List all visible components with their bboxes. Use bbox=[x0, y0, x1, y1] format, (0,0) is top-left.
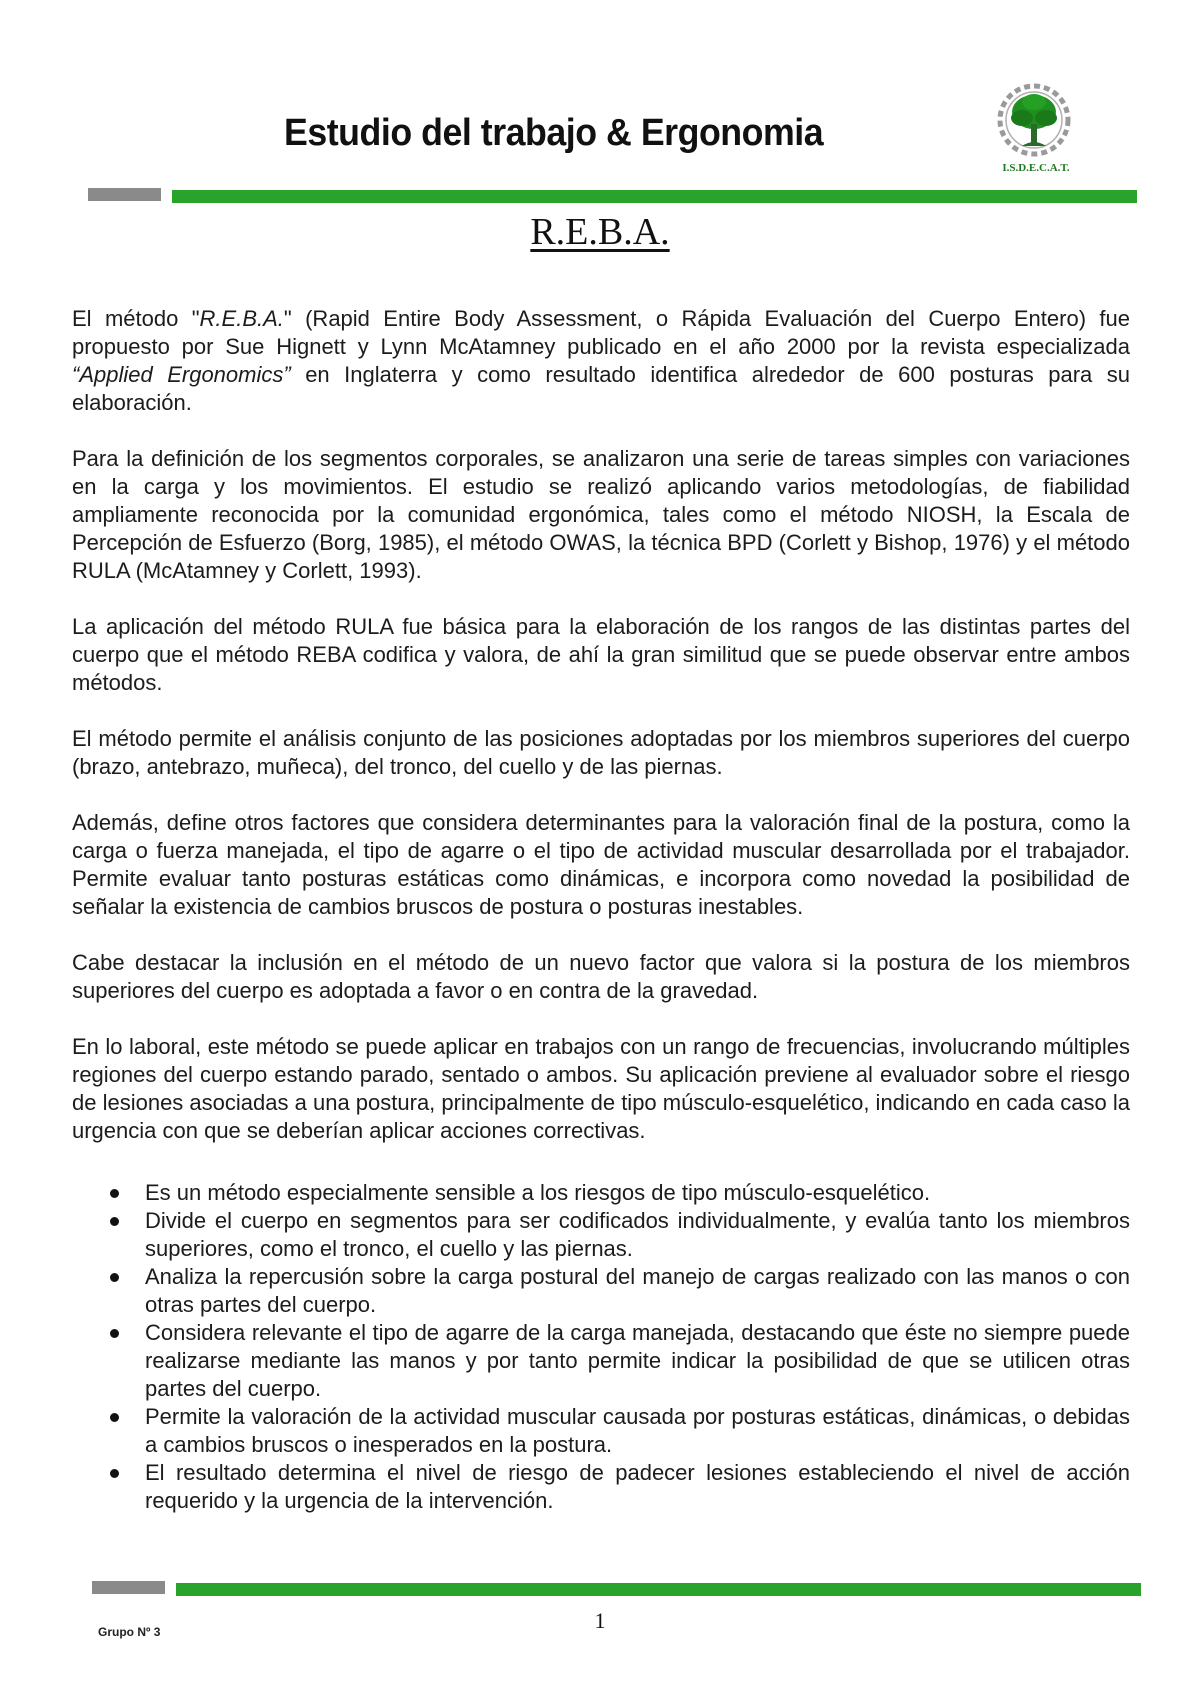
bullet-item: El resultado determina el nivel de riesgo de padecer lesiones estableciendo el nivel de acción requerido y la urgencia de la intervención. bbox=[72, 1459, 1130, 1515]
body-paragraph: La aplicación del método RULA fue básica para la elaboración de los rangos de las distintas partes del cuerpo que el método REBA codifica y valora, de ahí la gran similitud que se puede observar entre ambos métodos. bbox=[72, 614, 1130, 695]
bullet-item: Permite la valoración de la actividad muscular causada por posturas estáticas, dinámicas, o debidas a cambios bruscos o inesperados en la postura. bbox=[72, 1403, 1130, 1459]
bullet-list bbox=[72, 1179, 1130, 1515]
body-paragraph: Cabe destacar la inclusión en el método de un nuevo factor que valora si la postura de los miembros superiores del cuerpo es adoptada a favor o en contra de la gravedad. bbox=[72, 950, 1130, 1003]
bullet-item: Considera relevante el tipo de agarre de la carga manejada, destacando que éste no siempre puede realizarse mediante las manos y por tanto permite indicar la posibilidad de que se utilicen otras partes del cuerpo. bbox=[72, 1319, 1130, 1403]
bullet-item: Divide el cuerpo en segmentos para ser codificados individualmente, y evalúa tanto los miembros superiores, como el tronco, el cuello y las piernas. bbox=[72, 1207, 1130, 1263]
footer-rule-green bbox=[176, 1583, 1141, 1596]
header-title: Estudio del trabajo & Ergonomia bbox=[284, 112, 824, 154]
footer-group-label: Grupo Nº 3 bbox=[98, 1625, 161, 1639]
page-number: 1 bbox=[594, 1608, 606, 1633]
bullet-icon bbox=[110, 1217, 119, 1226]
header-rule-gray bbox=[88, 188, 161, 201]
bullet-icon bbox=[110, 1469, 119, 1478]
bullet-icon bbox=[110, 1273, 119, 1282]
intro-paragraph: El método "R.E.B.A." (Rapid Entire Body Assessment, o Rápida Evaluación del Cuerpo Entero) fue propuesto por Sue Hignett y Lynn McAtamney publicado en el año 2000 por la revista especializada “Applied Ergonomics” en Inglaterra y como resultado identifica alrededor de 600 posturas para su elaboración. bbox=[72, 306, 1130, 415]
header-rule-green bbox=[172, 190, 1137, 203]
bullet-item: Es un método especialmente sensible a los riesgos de tipo músculo-esquelético. bbox=[72, 1179, 1130, 1207]
body-paragraph: El método permite el análisis conjunto de las posiciones adoptadas por los miembros superiores del cuerpo (brazo, antebrazo, muñeca), del tronco, del cuello y de las piernas. bbox=[72, 726, 1130, 779]
footer-rule-gray bbox=[92, 1581, 165, 1594]
body-paragraph: En lo laboral, este método se puede aplicar en trabajos con un rango de frecuencias, involucrando múltiples regiones del cuerpo estando parado, sentado o ambos. Su aplicación previene al evaluador sobre el riesgo de lesiones asociadas a una postura, principalmente de tipo músculo-esquelético, indicando en cada caso la urgencia con que se deberían aplicar acciones correctivas. bbox=[72, 1034, 1130, 1143]
body-paragraph: Además, define otros factores que considera determinantes para la valoración final de la postura, como la carga o fuerza manejada, el tipo de agarre o el tipo de actividad muscular desarrollada por el trabajador. Permite evaluar tanto posturas estáticas como dinámicas, e incorpora como novedad la posibilidad de señalar la existencia de cambios bruscos de postura o posturas inestables. bbox=[72, 810, 1130, 919]
document-body bbox=[72, 305, 1130, 1515]
bullet-icon bbox=[110, 1413, 119, 1422]
body-paragraph: Para la definición de los segmentos corporales, se analizaron una serie de tareas simples con variaciones en la carga y los movimientos. El estudio se realizó aplicando varios metodologías, de fiabilidad ampliamente reconocida por la comunidad ergonómica, tales como el método NIOSH, la Escala de Percepción de Esfuerzo (Borg, 1985), el método OWAS, la técnica BPD (Corlett y Bishop, 1976) y el método RULA (McAtamney y Corlett, 1993). bbox=[72, 446, 1130, 583]
document-title: R.E.B.A. bbox=[530, 211, 670, 253]
logo-caption: I.S.D.E.C.A.T. bbox=[1002, 162, 1070, 174]
bullet-icon bbox=[110, 1329, 119, 1338]
bullet-item: Analiza la repercusión sobre la carga postural del manejo de cargas realizado con las manos o con otras partes del cuerpo. bbox=[72, 1263, 1130, 1319]
bullet-icon bbox=[110, 1189, 119, 1198]
